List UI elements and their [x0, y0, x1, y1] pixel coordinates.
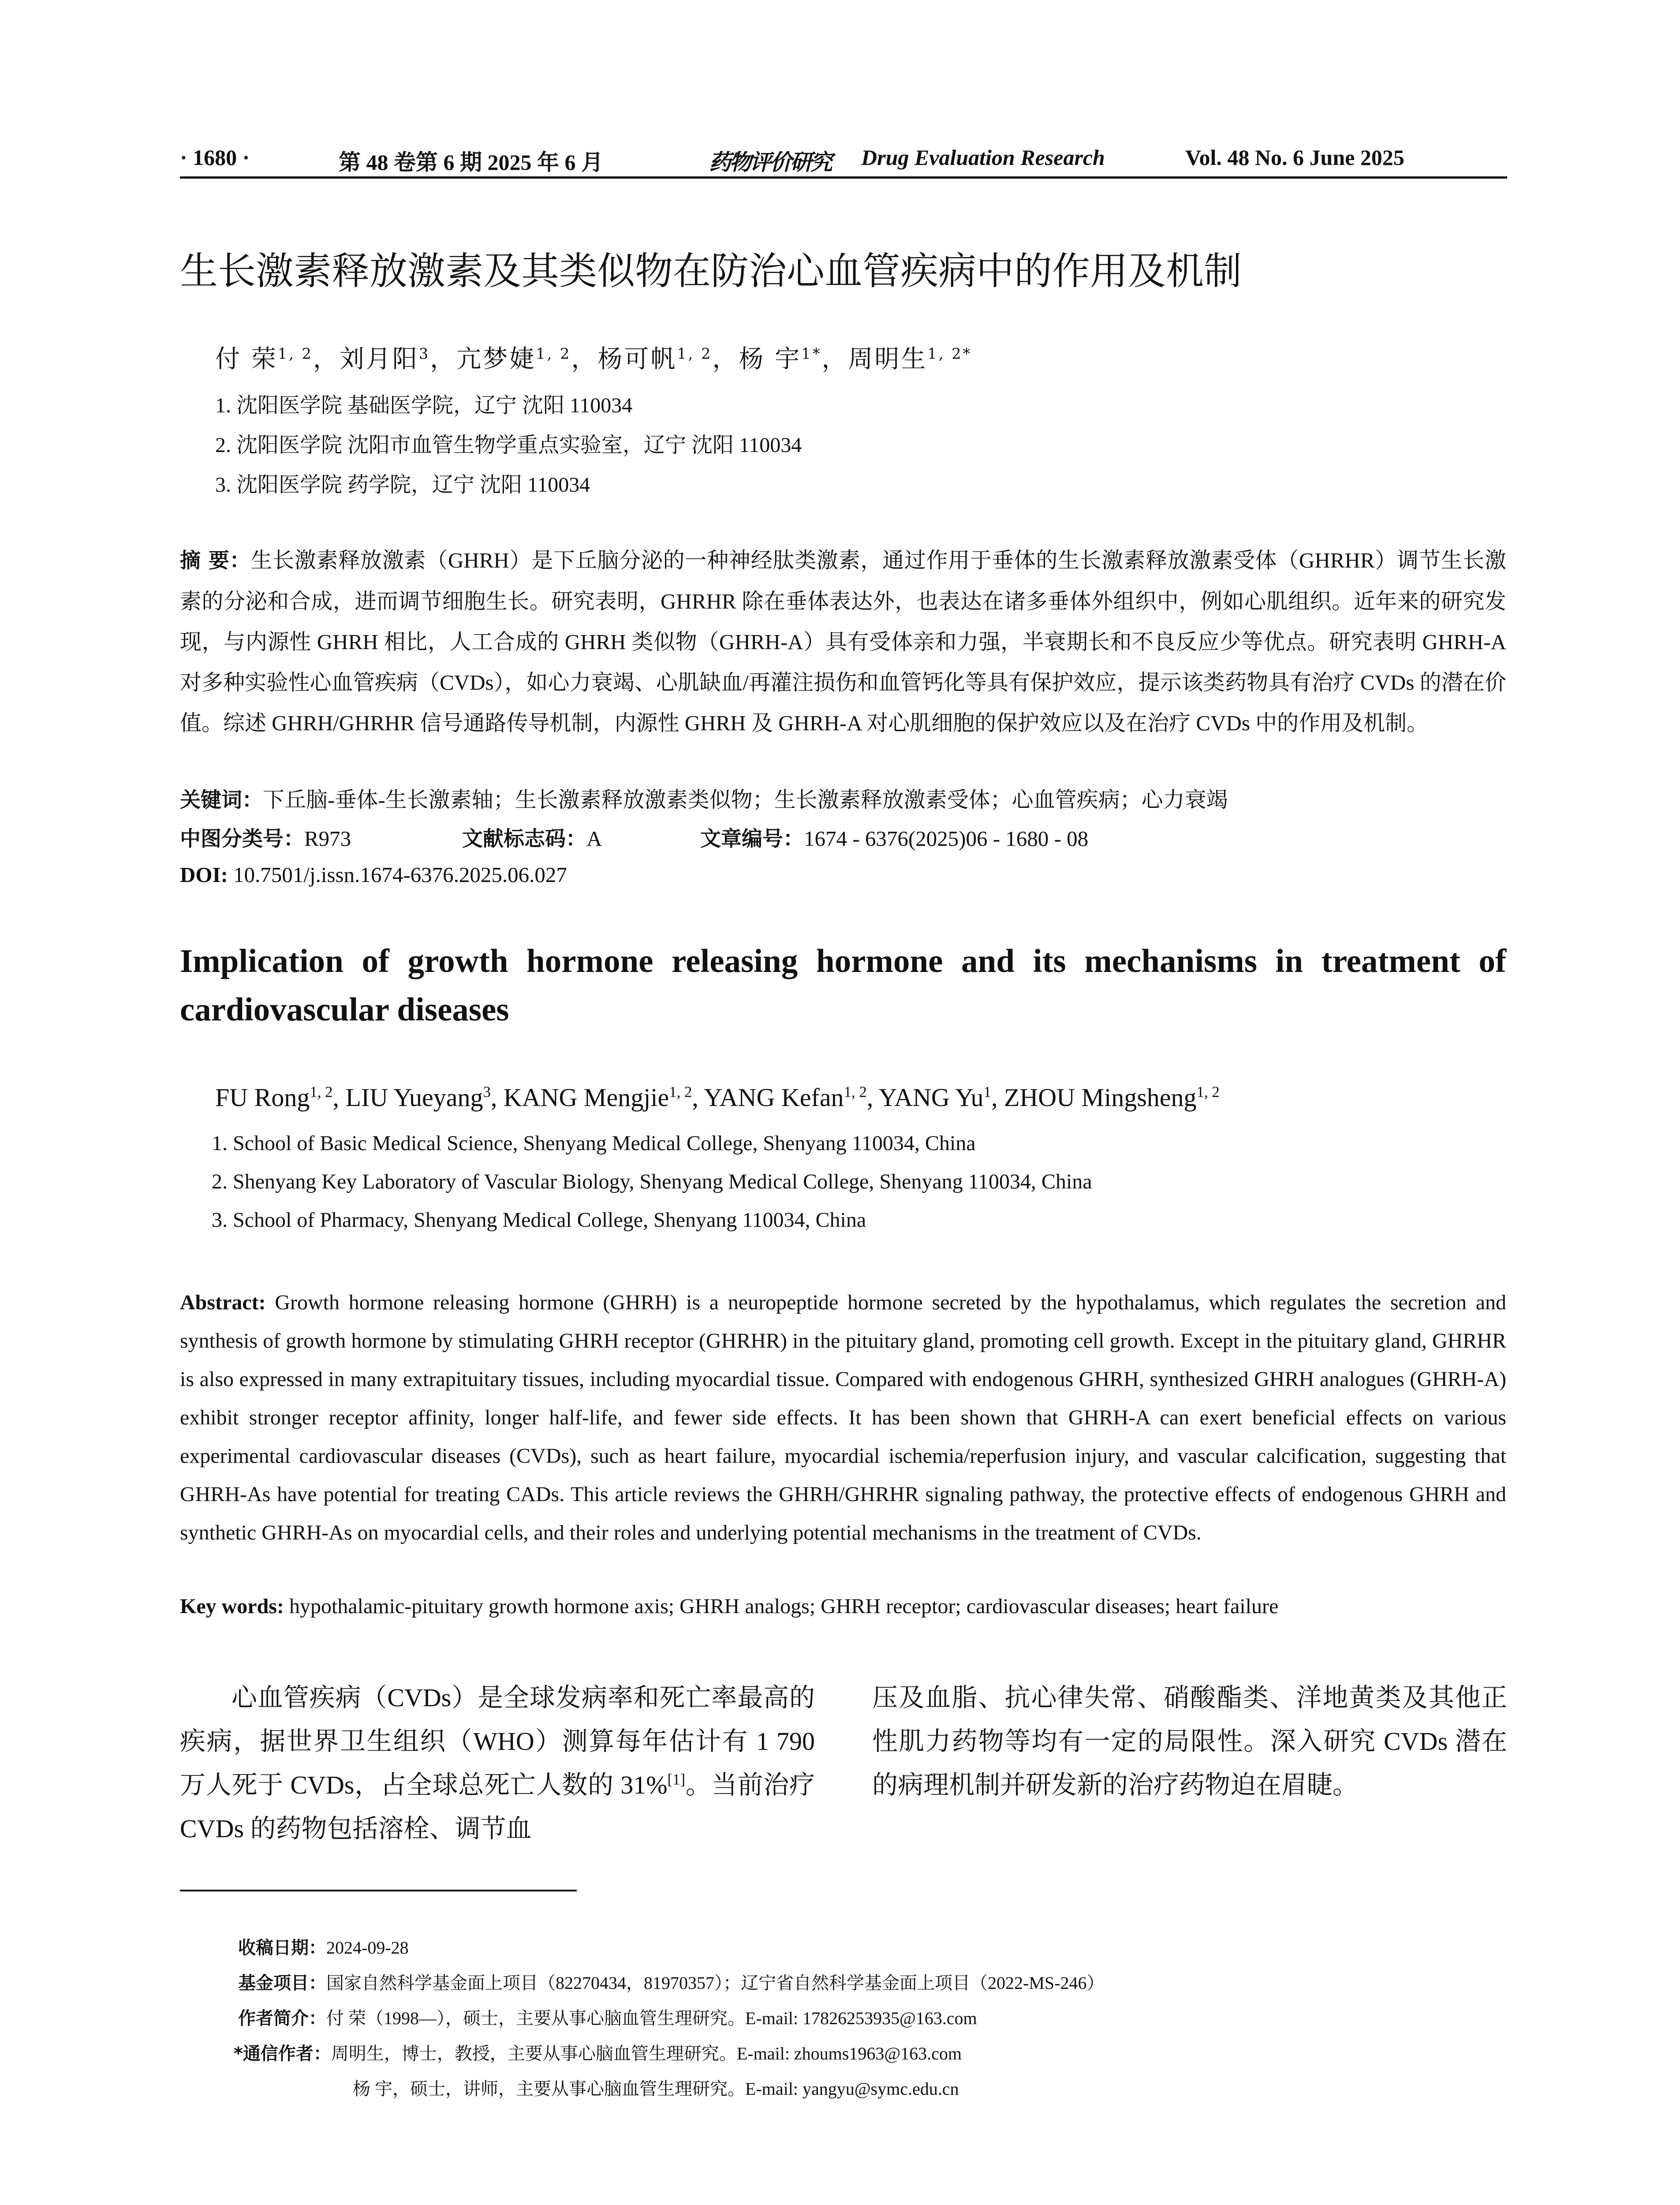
author-bio-label: 作者简介： — [238, 2008, 326, 2029]
abstract-en — [180, 1283, 1506, 1552]
clc-label: 中图分类号： — [180, 827, 304, 851]
corr-value-1: 周明生，博士，教授，主要从事心脑血管生理研究。E-mail: zhoums1963@163.com — [331, 2044, 962, 2063]
authors-en: FU Rong$^{1, 2}$, LIU Yueyang$^3$, KANG Mengjie$^{1, 2}$, YANG Kefan$^{1, 2}$, YANG Yu$^1$, ZHOU Mingsheng$^{1, 2}$ — [215, 1083, 1220, 1112]
affiliation-cn-2: 2. 沈阳医学院 沈阳市血管生物学重点实验室，辽宁 沈阳 110034 — [215, 434, 802, 457]
journal-logo: 药物评价研究 — [709, 150, 831, 175]
keywords-en-text: hypothalamic-pituitary growth hormone axis; GHRH analogs; GHRH receptor; cardiovascular diseases; heart failure — [289, 1595, 1279, 1618]
abstract-cn — [180, 540, 1506, 744]
body-column-left: 心血管疾病（CVDs）是全球发病率和死亡率最高的疾病，据世界卫生组织（WHO）测算每年估计有 1 790 万人死于 CVDs，占全球总死亡人数的 31%[1]。当前治疗 CVDs 的药物包括溶栓、调节血 — [180, 1683, 815, 1843]
abstract-cn-text: 生长激素释放激素（GHRH）是下丘脑分泌的一种神经肽类激素，通过作用于垂体的生长激素释放激素受体（GHRHR）调节生长激素的分泌和合成，进而调节细胞生长。研究表明，GHRHR 除在垂体表达外，也表达在诸多垂体外组织中，例如心肌组织。近年来的研究发现，与内源性 GHRH 相比，人工合成的 GHRH 类似物（GHRH-A）具有受体亲和力强，半衰期长和不良反应少等优点。研究表明 GHRH-A 对多种实验性心血管疾病（CVDs），如心力衰竭、心肌缺血/再灌注损伤和血管钙化等具有保护效应，提示该类药物具有治疗 CVDs 的潜在价值。综述 GHRH/GHRHR 信号通路传导机制，内源性 GHRH 及 GHRH-A 对心肌细胞的保护效应以及在治疗 CVDs 中的作用及机制。 — [180, 548, 1506, 735]
issue-info-cn: 第 48 卷第 6 期 2025 年 6 月 — [339, 150, 603, 175]
keywords-cn — [180, 783, 1228, 814]
footnote-received — [238, 1934, 409, 1959]
article-no-value: 1674 - 6376(2025)06 - 1680 - 08 — [804, 826, 1089, 851]
corr-label: *通信作者： — [234, 2044, 331, 2064]
doi-value: 10.7501/j.issn.1674-6376.2025.06.027 — [233, 863, 567, 887]
keywords-en-label: Key words: — [180, 1595, 284, 1618]
fund-value: 国家自然科学基金面上项目（82270434，81970357）；辽宁省自然科学基金面上项目（2022-MS-246） — [326, 1973, 1105, 1993]
fund-label: 基金项目： — [238, 1973, 326, 1993]
title-cn: 生长激素释放激素及其类似物在防治心血管疾病中的作用及机制 — [180, 249, 1242, 293]
running-header — [180, 140, 1506, 178]
author-bio-value: 付 荣（1998—），硕士，主要从事心脑血管生理研究。E-mail: 17826253935@163.com — [326, 2008, 977, 2028]
affiliation-cn-3: 3. 沈阳医学院 药学院，辽宁 沈阳 110034 — [215, 473, 590, 497]
classification-line — [180, 822, 1506, 852]
footnote-fund — [238, 1969, 1104, 1994]
footnote-rule — [180, 1890, 577, 1891]
affiliation-cn-1: 1. 沈阳医学院 基础医学院，辽宁 沈阳 110034 — [215, 394, 633, 417]
abstract-en-label: Abstract: — [180, 1291, 266, 1314]
keywords-cn-label: 关键词： — [180, 788, 263, 812]
authors-cn: 付 荣$^{1, 2}$，刘月阳$^3$，亢梦婕$^{1, 2}$，杨可帆$^{1, 2}$，杨 宇$^{1*}$，周明生$^{1, 2*}$ — [215, 345, 972, 374]
footnote-author — [238, 2004, 977, 2029]
abstract-cn-label: 摘 要： — [180, 549, 251, 573]
keywords-cn-text: 下丘脑-垂体-生长激素轴；生长激素释放激素类似物；生长激素释放激素受体；心血管疾病；心力衰竭 — [263, 788, 1228, 812]
clc-value: R973 — [304, 826, 351, 851]
article-no-label: 文章编号： — [700, 827, 804, 851]
affiliation-en-2: 2. Shenyang Key Laboratory of Vascular Biology, Shenyang Medical College, Shenyang 110034, China — [212, 1170, 1092, 1193]
received-label: 收稿日期： — [238, 1938, 326, 1958]
abstract-en-text: Growth hormone releasing hormone (GHRH) is a neuropeptide hormone secreted by the hypothalamus, which regulates the secretion and synthesis of growth hormone by stimulating GHRH receptor (GHRHR) in the pituitary gland, promoting cell growth. Except in the pituitary gland, GHRHR is also expressed in many extrapituitary tissues, including myocardial tissue. Compared with endogenous GHRH, synthesized GHRH analogues (GHRH-A) exhibit stronger receptor affinity, longer half-life, and fewer side effects. It has been shown that GHRH-A can exert beneficial effects on various experimental cardiovascular diseases (CVDs), such as heart failure, myocardial ischemia/reperfusion injury, and vascular calcification, suggesting that GHRH-As have potential for treating CADs. This article reviews the GHRH/GHRHR signaling pathway, the protective effects of endogenous GHRH and synthetic GHRH-As on myocardial cells, and their roles and underlying potential mechanisms in the treatment of CVDs. — [180, 1291, 1507, 1544]
body-column-right: 压及血脂、抗心律失常、硝酸酯类、洋地黄类及其他正性肌力药物等均有一定的局限性。深入研究 CVDs 潜在的病理机制并研发新的治疗药物迫在眉睫。 — [872, 1683, 1507, 1799]
doc-code-value: A — [586, 826, 602, 851]
doi-label: DOI: — [180, 863, 228, 887]
doc-code-label: 文献标志码： — [462, 827, 586, 851]
issue-info-en: Vol. 48 No. 6 June 2025 — [1185, 145, 1404, 170]
footnote-corresponding — [234, 2040, 962, 2065]
footnote-corresponding-2: 杨 宇，硕士，讲师，主要从事心脑血管生理研究。E-mail: yangyu@symc.edu.cn — [353, 2079, 959, 2099]
doi-line — [180, 862, 567, 887]
journal-name-en: Drug Evaluation Research — [861, 145, 1105, 170]
title-en: Implication of growth hormone releasing hormone and its mechanisms in treatment of cardiovascular diseases — [180, 943, 1506, 1028]
header-rule — [180, 176, 1507, 179]
affiliation-en-1: 1. School of Basic Medical Science, Shenyang Medical College, Shenyang 110034, China — [212, 1132, 976, 1155]
keywords-en — [180, 1594, 1278, 1618]
page-number: · 1680 · — [180, 145, 250, 170]
received-value: 2024-09-28 — [326, 1938, 409, 1958]
affiliation-en-3: 3. School of Pharmacy, Shenyang Medical College, Shenyang 110034, China — [212, 1208, 866, 1232]
